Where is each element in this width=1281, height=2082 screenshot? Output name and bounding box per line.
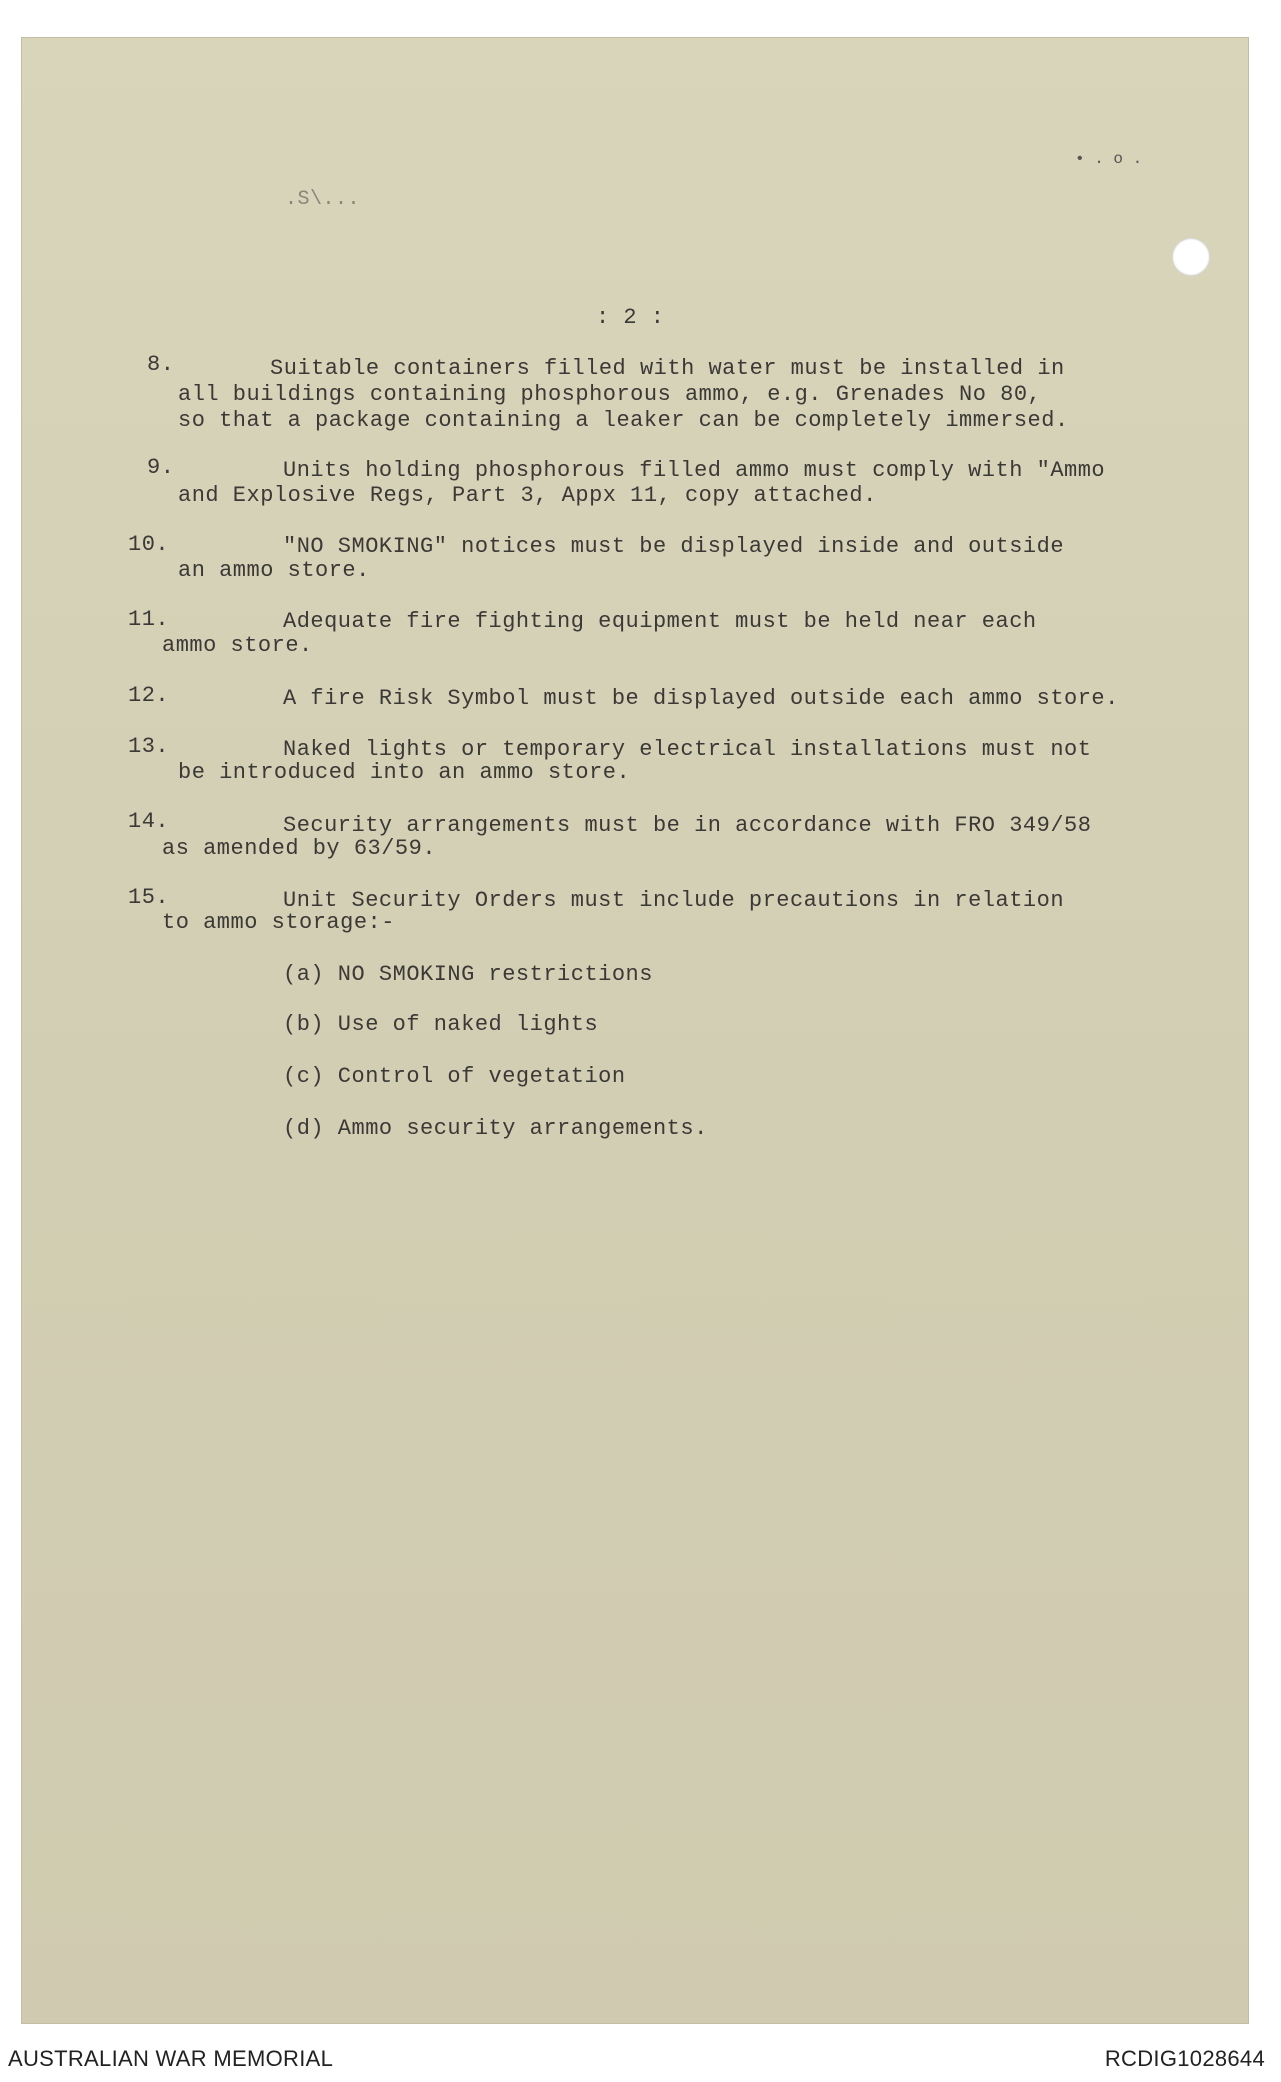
footer-institution: AUSTRALIAN WAR MEMORIAL	[8, 2046, 334, 2071]
paragraph-number: 15.	[128, 885, 170, 910]
paragraph-line: all buildings containing phosphorous ammo, e.g. Grenades No 80,	[178, 382, 1042, 407]
paragraph-line: as amended by 63/59.	[162, 836, 437, 861]
corner-mark: • . o .	[1075, 150, 1143, 168]
paragraph-line: to ammo storage:-	[162, 910, 395, 935]
list-item: (b) Use of naked lights	[283, 1012, 599, 1037]
paragraph-line: Security arrangements must be in accordance with FRO 349/58	[283, 813, 1092, 838]
paragraph-line: Naked lights or temporary electrical installations must not	[283, 737, 1092, 762]
paragraph-line: ammo store.	[162, 633, 313, 658]
paragraph-number: 9.	[147, 455, 175, 480]
document-page	[22, 38, 1248, 2023]
paragraph-line: and Explosive Regs, Part 3, Appx 11, copy attached.	[178, 483, 877, 508]
page-number: : 2 :	[596, 305, 665, 330]
paragraph-number: 13.	[128, 734, 170, 759]
paragraph-line: Units holding phosphorous filled ammo must comply with "Ammo	[283, 458, 1106, 483]
reference-mark: .S\...	[285, 188, 361, 211]
list-item: (c) Control of vegetation	[283, 1064, 626, 1089]
paragraph-line: Suitable containers filled with water must be installed in	[270, 356, 1065, 381]
paragraph-number: 8.	[147, 352, 175, 377]
paragraph-line: "NO SMOKING" notices must be displayed inside and outside	[283, 534, 1065, 559]
punch-hole	[1172, 238, 1210, 276]
paragraph-number: 12.	[128, 683, 170, 708]
list-item: (a) NO SMOKING restrictions	[283, 962, 653, 987]
paragraph-line: Unit Security Orders must include precautions in relation	[283, 888, 1065, 913]
paragraph-number: 11.	[128, 607, 170, 632]
paragraph-number: 10.	[128, 532, 170, 557]
paragraph-line: A fire Risk Symbol must be displayed outside each ammo store.	[283, 686, 1119, 711]
paragraph-line: an ammo store.	[178, 558, 370, 583]
paragraph-line: Adequate fire fighting equipment must be held near each	[283, 609, 1037, 634]
paragraph-line: be introduced into an ammo store.	[178, 760, 631, 785]
paragraph-number: 14.	[128, 809, 170, 834]
paragraph-line: so that a package containing a leaker can be completely immersed.	[178, 408, 1069, 433]
footer-record-id: RCDIG1028644	[1104, 2046, 1265, 2071]
list-item: (d) Ammo security arrangements.	[283, 1116, 708, 1141]
